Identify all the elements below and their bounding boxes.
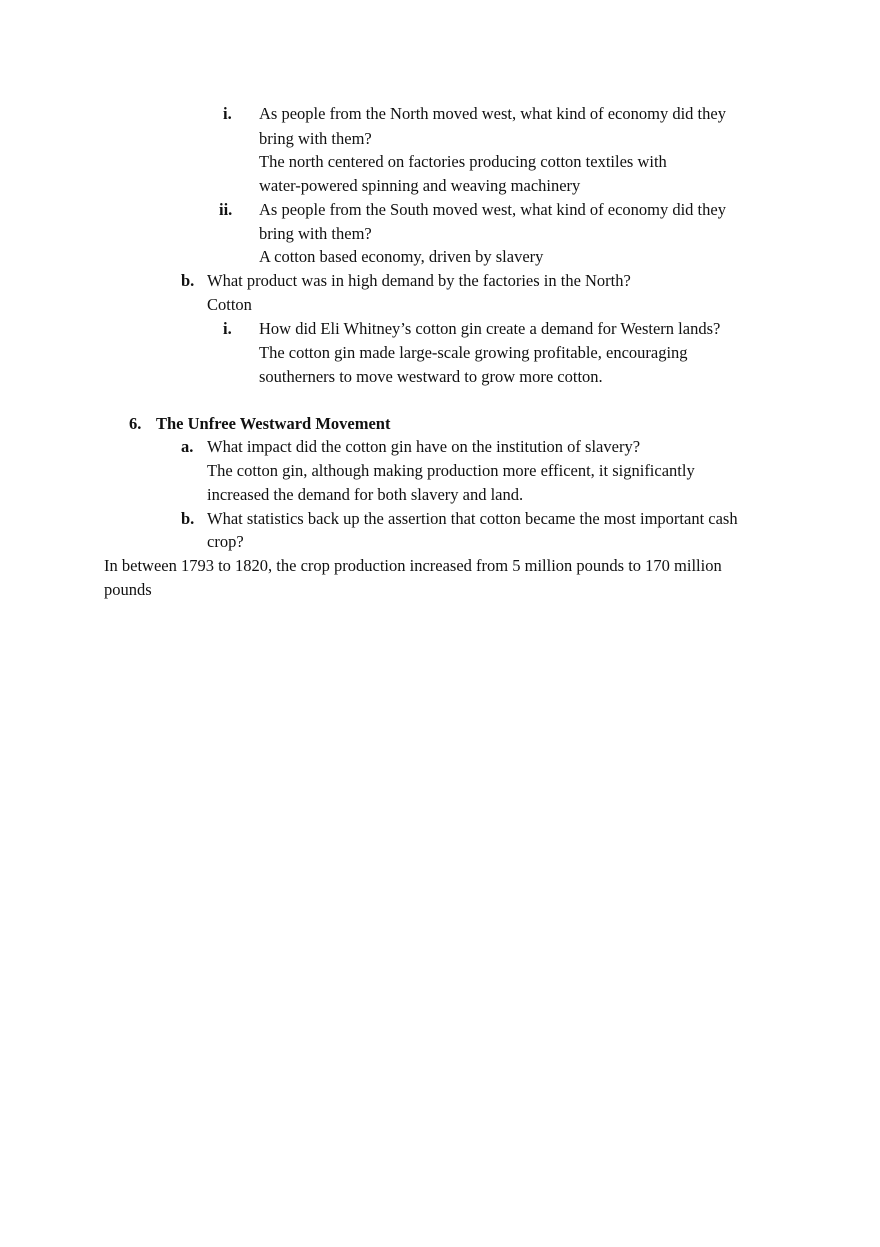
answer-text: pounds — [104, 580, 152, 599]
question-text: bring with them? — [259, 224, 372, 243]
question-text: What impact did the cotton gin have on the institution of slavery? — [207, 437, 641, 456]
answer-text: The north centered on factories producing cotton textiles with — [259, 152, 667, 171]
question-text: What product was in high demand by the factories in the North? — [207, 271, 631, 290]
list-marker-roman-i: i. — [223, 104, 232, 123]
question-text: As people from the South moved west, what kind of economy did they — [259, 200, 726, 219]
answer-text: A cotton based economy, driven by slavery — [259, 247, 544, 266]
question-text: bring with them? — [259, 129, 372, 148]
list-marker-letter-a: a. — [181, 437, 194, 456]
answer-text: water-powered spinning and weaving machinery — [259, 176, 581, 195]
list-marker-roman-ii: ii. — [219, 200, 233, 219]
answer-text: southerners to move westward to grow more cotton. — [259, 367, 603, 386]
answer-text: Cotton — [207, 295, 252, 314]
answer-text: The cotton gin, although making production more efficent, it significantly — [207, 461, 695, 480]
answer-text: The cotton gin made large-scale growing profitable, encouraging — [259, 343, 688, 362]
question-text: crop? — [207, 532, 244, 551]
section-heading: The Unfree Westward Movement — [156, 414, 391, 433]
answer-text: increased the demand for both slavery and land. — [207, 485, 524, 504]
list-marker-roman-i: i. — [223, 319, 232, 338]
question-text: What statistics back up the assertion that cotton became the most important cash — [207, 509, 738, 528]
answer-text: In between 1793 to 1820, the crop production increased from 5 million pounds to 170 million — [104, 556, 722, 575]
list-marker-letter-b: b. — [181, 509, 195, 528]
question-text: As people from the North moved west, what kind of economy did they — [259, 104, 726, 123]
list-marker-letter-b: b. — [181, 271, 195, 290]
question-text: How did Eli Whitney’s cotton gin create a demand for Western lands? — [259, 319, 721, 338]
section-number: 6. — [129, 414, 142, 433]
